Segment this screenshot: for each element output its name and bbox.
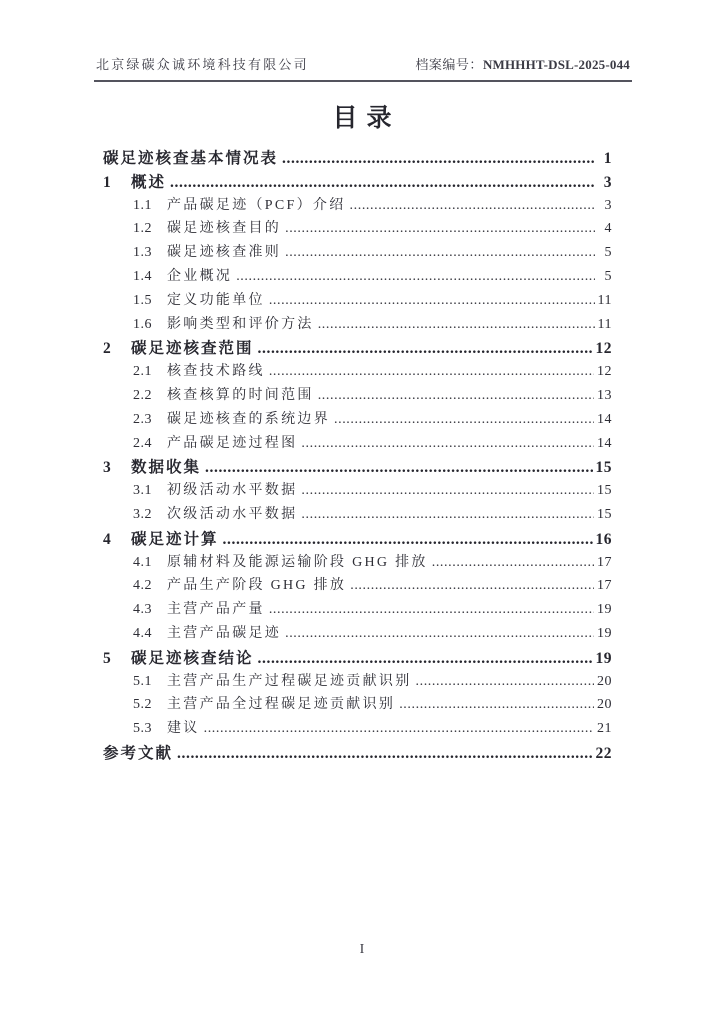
- dot-leader: [318, 388, 594, 404]
- toc-entry-number: 1.1: [133, 197, 152, 213]
- toc-entry: [103, 194, 612, 218]
- toc-entry: [103, 693, 612, 717]
- toc-entry: [103, 313, 612, 337]
- toc-entry-page: 5: [604, 268, 612, 284]
- toc-entry-number: 2.2: [133, 387, 152, 403]
- toc-entry-number: 4: [103, 530, 112, 548]
- toc-entry-title: 碳足迹核查基本情况表: [103, 150, 279, 167]
- dot-leader: [318, 317, 595, 333]
- file-number: [415, 54, 630, 73]
- toc-entry: [103, 574, 612, 598]
- toc-entry-number: 4.1: [133, 554, 152, 570]
- toc-entry-number: 2.1: [133, 364, 152, 380]
- toc-entry-page: 19: [597, 602, 612, 618]
- toc-entry-title: 碳足迹计算: [131, 530, 219, 548]
- toc-entry-page: 20: [597, 697, 612, 713]
- toc-entry-page: 21: [597, 721, 612, 737]
- toc-entry: [103, 527, 612, 551]
- toc-entry: [103, 622, 612, 646]
- toc-entry-number: 3.2: [133, 506, 152, 522]
- dot-leader: [301, 436, 594, 452]
- toc-entry: [103, 598, 612, 622]
- dot-leader: [269, 364, 594, 380]
- toc-entry-title: 产品碳足迹（PCF）介绍: [167, 197, 346, 213]
- toc-entry: [103, 336, 612, 360]
- toc-entry: [103, 408, 612, 432]
- toc-entry: [103, 360, 612, 384]
- toc-entry-number: 1.2: [133, 221, 152, 237]
- file-number-label: 档案编号：: [415, 57, 483, 72]
- file-number-value: NMHHHT-DSL-2025-044: [482, 57, 630, 72]
- toc-entry-page: 22: [595, 744, 612, 762]
- toc-entry-title: 核查技术路线: [167, 364, 265, 380]
- header-company-name: 北京绿碳众诚环境科技有限公司: [96, 57, 309, 72]
- toc-entry-title: 初级活动水平数据: [167, 483, 298, 499]
- toc-entry: [103, 646, 612, 670]
- toc-entry-number: 4.3: [133, 602, 152, 618]
- dot-leader: [334, 412, 594, 428]
- toc-entry-title: 核查核算的时间范围: [167, 387, 314, 403]
- dot-leader: [269, 602, 594, 618]
- toc-entry-number: 4.2: [133, 578, 152, 594]
- toc-entry-number: 5: [103, 649, 112, 667]
- dot-leader: [269, 293, 595, 309]
- dot-leader: [432, 555, 594, 571]
- toc-entry: [103, 455, 612, 479]
- toc-entry-page: 3: [604, 197, 612, 213]
- toc-entry: [103, 384, 612, 408]
- toc-entry: [103, 551, 612, 575]
- toc-entry-page: 5: [604, 245, 612, 261]
- toc-entry: [103, 717, 612, 741]
- toc-entry-number: 5.3: [133, 721, 152, 737]
- toc-entry-page: 13: [597, 387, 612, 403]
- dot-leader: [285, 245, 595, 261]
- dot-leader: [301, 483, 594, 499]
- dot-leader: [236, 269, 595, 285]
- toc-entry-page: 14: [597, 435, 612, 451]
- dot-leader: [258, 650, 593, 668]
- toc-entry-number: 1.5: [133, 292, 152, 308]
- toc-entry-page: 15: [595, 459, 612, 477]
- dot-leader: [177, 745, 592, 763]
- toc-entry-title: 概述: [131, 173, 167, 191]
- toc-entry-title: 原辅材料及能源运输阶段 GHG 排放: [167, 554, 428, 570]
- toc-entry-title: 主营产品全过程碳足迹贡献识别: [167, 697, 396, 713]
- toc-entry-page: 14: [597, 411, 612, 427]
- toc-entry-page: 3: [603, 173, 612, 191]
- dot-leader: [285, 626, 594, 642]
- toc-title: 目录: [332, 105, 401, 132]
- toc-entry-page: 4: [604, 221, 612, 237]
- toc-entry-page: 17: [597, 578, 612, 594]
- toc-entry: [103, 170, 612, 194]
- toc-entry: [103, 289, 612, 313]
- toc-entry-title: 碳足迹核查目的: [167, 221, 282, 237]
- toc-entry-title: 建议: [167, 721, 200, 737]
- toc-entry-title: 次级活动水平数据: [167, 506, 298, 522]
- toc-entry: [103, 741, 612, 765]
- toc-entry-page: 1: [603, 150, 612, 167]
- toc-entry-page: 11: [597, 316, 612, 332]
- toc-entry-number: 2: [103, 340, 112, 358]
- dot-leader: [205, 459, 592, 477]
- toc-entry-title: 碳足迹核查的系统边界: [167, 411, 330, 427]
- toc-entry-title: 主营产品产量: [167, 602, 265, 618]
- dot-leader: [258, 340, 593, 358]
- toc-entry-title: 产品生产阶段 GHG 排放: [167, 578, 347, 594]
- toc-list: [103, 146, 612, 765]
- toc-entry-page: 19: [595, 649, 612, 667]
- toc-entry: [103, 670, 612, 694]
- toc-entry-title: 碳足迹核查结论: [131, 649, 254, 667]
- toc-entry-number: 1.4: [133, 268, 152, 284]
- toc-entry-title: 碳足迹核查范围: [131, 340, 254, 358]
- dot-leader: [223, 531, 593, 549]
- toc-entry-page: 17: [597, 554, 612, 570]
- toc-entry-number: 5.1: [133, 673, 152, 689]
- toc-entry-page: 20: [597, 673, 612, 689]
- toc-entry-page: 11: [597, 292, 612, 308]
- toc-entry-page: 16: [595, 530, 612, 548]
- toc-entry-page: 15: [597, 506, 612, 522]
- dot-leader: [399, 697, 594, 713]
- toc-entry: [103, 146, 612, 170]
- toc-entry-title: 数据收集: [131, 459, 202, 477]
- page-header: [94, 0, 632, 82]
- dot-leader: [416, 674, 595, 690]
- toc-entry-number: 5.2: [133, 697, 152, 713]
- toc-entry: [103, 217, 612, 241]
- page-footer: [0, 942, 724, 958]
- toc-entry: [103, 432, 612, 456]
- toc-entry-title: 主营产品碳足迹: [167, 625, 282, 641]
- toc-entry-number: 2.4: [133, 435, 152, 451]
- toc-entry: [103, 241, 612, 265]
- toc-entry-page: 15: [597, 483, 612, 499]
- toc-entry-number: 1: [103, 173, 112, 191]
- toc-entry-page: 12: [595, 340, 612, 358]
- dot-leader: [301, 507, 594, 523]
- dot-leader: [170, 174, 595, 192]
- toc-entry-number: 3.1: [133, 483, 152, 499]
- toc-entry-title: 定义功能单位: [167, 292, 265, 308]
- toc-entry-title: 影响类型和评价方法: [167, 316, 314, 332]
- toc-entry-title: 产品碳足迹过程图: [167, 435, 298, 451]
- toc-entry: [103, 265, 612, 289]
- dot-leader: [285, 221, 595, 237]
- toc-entry-number: 1.3: [133, 245, 152, 261]
- toc-entry-number: 2.3: [133, 411, 152, 427]
- toc-entry: [103, 503, 612, 527]
- toc-entry-number: 1.6: [133, 316, 152, 332]
- toc-entry: [103, 479, 612, 503]
- toc-entry-page: 19: [597, 625, 612, 641]
- toc-entry-number: 3: [103, 459, 112, 477]
- page-number: I: [359, 942, 365, 957]
- toc-entry-title: 主营产品生产过程碳足迹贡献识别: [167, 673, 412, 689]
- toc-entry-title: 参考文献: [103, 744, 174, 762]
- dot-leader: [282, 150, 595, 168]
- toc-entry-title: 企业概况: [167, 268, 233, 284]
- dot-leader: [204, 721, 594, 737]
- dot-leader: [350, 578, 594, 594]
- toc-entry-number: 4.4: [133, 625, 152, 641]
- toc-entry-page: 12: [597, 364, 612, 380]
- toc-entry-title: 碳足迹核查准则: [167, 245, 282, 261]
- dot-leader: [350, 198, 595, 214]
